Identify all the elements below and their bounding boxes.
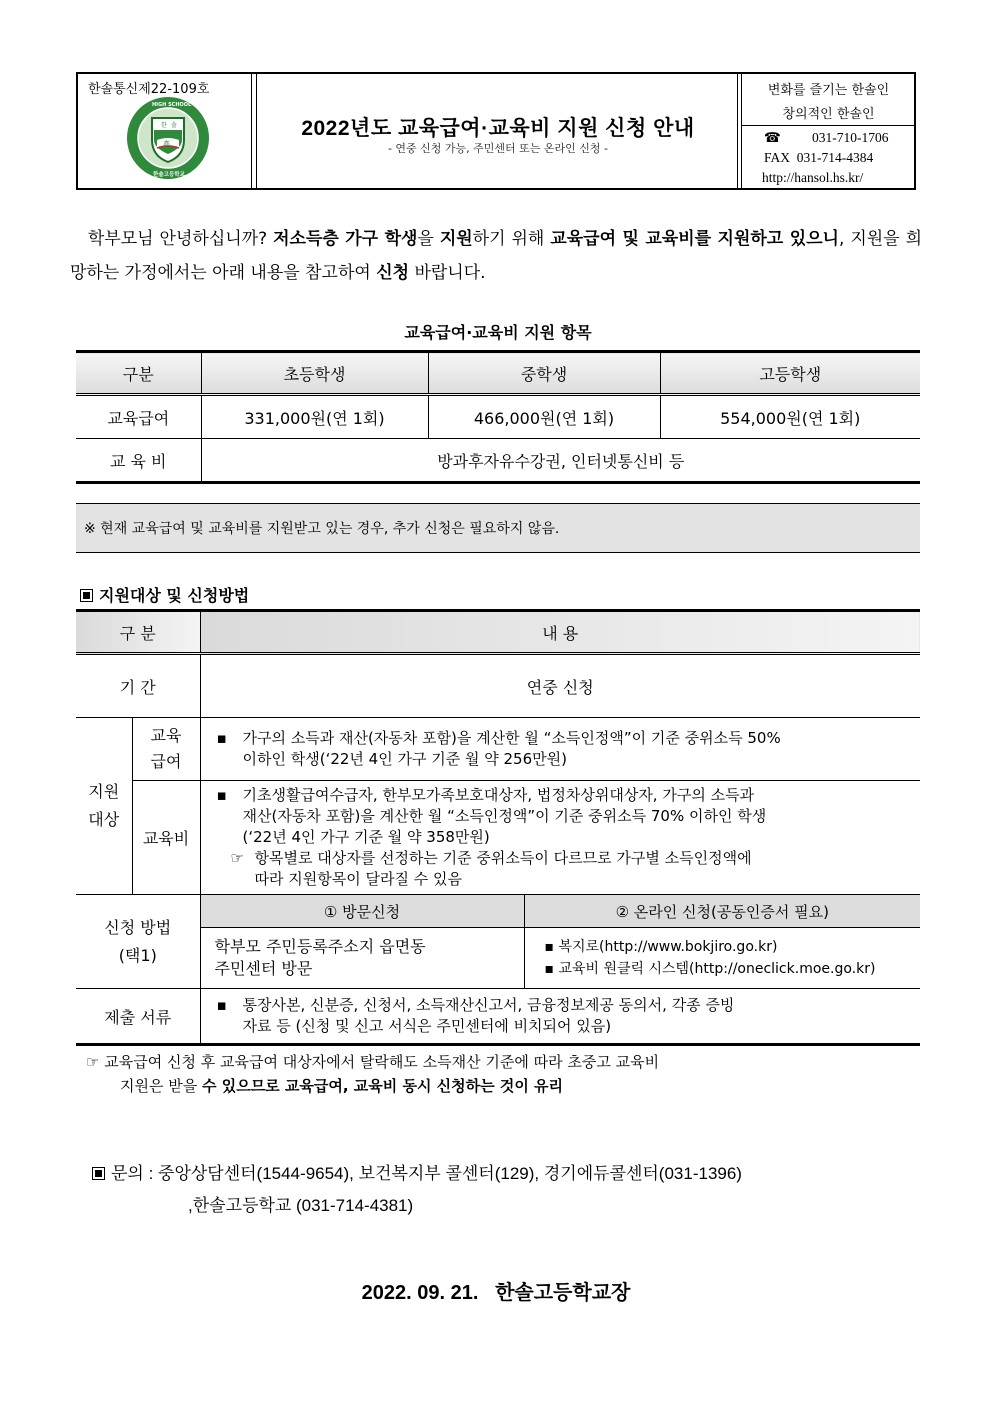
period-value: 연중 신청 [200,654,920,718]
eligibility-table [76,609,920,1046]
criteria-text: 기초생활급여수급자, 한부모가족보호대상자, 법정차상위대상자, 가구의 소득과 [242,786,755,804]
school-emblem-logo [126,96,210,180]
bokjiro-link[interactable]: ▪ 복지로(http://www.bokjiro.go.kr) [544,939,778,955]
criteria-note: 항목별로 대상자를 선정하는 기준 중위소득이 다르므로 가구별 소득인정액에 [254,849,752,867]
bullet-icon: ▪ [216,786,227,804]
section-heading [80,583,249,606]
cost-criteria [200,781,920,895]
benefit-criteria [200,718,920,781]
inquiry-text: 중앙상담센터(1544-9654), 보건복지부 콜센터(129), 경기에듀콜센터(031-1396) [158,1164,742,1183]
table-row [76,439,920,483]
docs-row [76,989,920,1045]
intro-emphasis: 지원 [439,229,473,249]
header-cell: 구 분 [76,611,200,654]
intro-paragraph [70,222,922,290]
divider [742,125,915,126]
method-header-row [76,895,920,928]
visit-method-header: ① 방문신청 [200,895,524,928]
visit-method [200,928,524,989]
cell-middle: 466,000원(연 1회) [428,395,660,439]
emblem-label-2: 솔 [171,122,177,129]
method-label-line2: (택1) [118,945,157,965]
tip-emphasis: 수 있으므로 교육급여, 교육비 동시 신청하는 것이 유리 [202,1077,564,1095]
header-contact-cell [741,74,914,188]
fax-number: 031-714-4384 [796,150,874,165]
fax-label: FAX [764,150,791,165]
criteria-note: 따라 지원항목이 달라질 수 있음 [254,870,462,888]
row-label: 기 간 [76,654,200,718]
intro-emphasis: 저소득층 가구 학생 [273,229,418,249]
pointing-hand-icon: ☞ [86,1053,100,1071]
document-title: 2022년도 교육급여·교육비 지원 신청 안내 [301,117,695,140]
criteria-text: 이하인 학생(‘22년 4인 가구 기준 월 약 256만원) [242,750,567,768]
motto-line-1: 변화를 즐기는 한솔인 [767,83,890,98]
application-tip [86,1050,920,1098]
period-row [76,654,920,718]
sub-label [132,718,200,781]
row-label: 교 육 비 [76,439,201,483]
intro-text: 을 [417,229,440,249]
intro-text: 학부모님 안녕하십니까? [87,229,274,249]
sub-label: 교육비 [132,781,200,895]
inquiry-contacts [92,1158,742,1222]
table-header-row [76,611,920,654]
emblem-center-char: 高 [163,140,170,148]
notice-box: ※ 현재 교육급여 및 교육비를 지원받고 있는 경우, 추가 신청은 필요하지 않음. [76,503,920,553]
cell-high: 554,000원(연 1회) [660,395,920,439]
intro-text: , 지원을 희망하는 가정에서는 아래 내용을 참고하여 [70,229,922,283]
header-cell: 초등학생 [201,352,428,395]
header-left-cell [78,74,252,188]
fax-line [764,150,873,166]
support-table-title: 교육급여·교육비 지원 항목 [404,323,592,342]
cell-elementary: 331,000원(연 1회) [201,395,428,439]
visit-text: 주민센터 방문 [214,959,313,978]
emblem-label-1: 한 [161,122,167,129]
emblem-top-text: HIGH SCHOOL [152,102,192,108]
issue-number: 한솔통신제22-109호 [88,82,210,97]
row-label: 교육급여 [76,395,201,439]
method-label-line1: 신청 방법 [104,917,172,937]
bullet-icon: ▪ [216,996,227,1014]
cell-edu-cost: 방과후자유수강권, 인터넷통신비 등 [201,439,920,483]
pointing-hand-icon: ☞ [230,849,244,867]
inquiry-text: ,한솔고등학교 (031-714-4381) [188,1196,414,1215]
phone-icon: ☎ [764,130,781,145]
date-and-signature: 2022. 09. 21. 한솔고등학교장 [361,1282,631,1304]
header-cell: 중학생 [428,352,660,395]
target-label-line2: 대상 [88,810,120,829]
phone-line [764,130,889,146]
table-header-row [76,352,920,395]
target-row-benefit [76,718,920,781]
sub-label-line1: 교육 [150,726,182,745]
motto-line-2: 창의적인 한솔인 [782,107,875,122]
filled-square-icon [80,589,93,602]
phone-number: 031-710-1706 [812,130,889,145]
docs-text: 통장사본, 신분증, 신청서, 소득재산신고서, 금융정보제공 동의서, 각종 증빙 [242,996,735,1014]
header-title-cell [256,74,738,188]
header-cell: 구분 [76,352,201,395]
online-method-header: ② 온라인 신청(공동인증서 필요) [524,895,920,928]
criteria-text: 가구의 소득과 재산(자동차 포함)을 계산한 월 “소득인정액”이 기준 중위소득 50% [242,729,781,747]
row-label: 제출 서류 [76,989,200,1045]
visit-text: 학부모 주민등록주소지 읍면동 [214,937,426,956]
bullet-icon: ▪ [216,729,227,747]
criteria-text: (‘22년 4인 가구 기준 월 약 358만원) [242,828,490,846]
intro-text: 하기 위해 [472,229,551,249]
tip-text: 지원은 받을 [120,1077,202,1095]
header-cell: 고등학생 [660,352,920,395]
sub-label-line2: 급여 [150,752,182,771]
emblem-bottom-text: 한솔고등학교 [153,172,185,178]
header-cell: 내 용 [200,611,920,654]
row-label [76,718,132,895]
oneclick-link[interactable]: ▪ 교육비 원클릭 시스템(http://oneclick.moe.go.kr) [544,961,876,977]
criteria-text: 재산(자동차 포함)을 계산한 월 “소득인정액”이 기준 중위소득 70% 이하인 학생 [242,807,767,825]
document-header [76,72,916,190]
intro-emphasis: 신청 [376,263,410,283]
document-subtitle: - 연중 신청 가능, 주민센터 또는 온라인 신청 - [387,142,609,155]
docs-list [200,989,920,1045]
docs-text: 자료 등 (신청 및 신고 서식은 주민센터에 비치되어 있음) [242,1017,612,1035]
intro-emphasis: 교육급여 및 교육비를 지원하고 있으니 [550,229,839,249]
tip-text: 교육급여 신청 후 교육급여 대상자에서 탈락해도 소득재산 기준에 따라 초중고 교육비 [104,1053,660,1071]
section-title: 지원대상 및 신청방법 [99,586,250,605]
support-items-table [76,350,920,484]
method-row [76,928,920,989]
filled-square-icon [92,1167,105,1180]
online-method [524,928,920,989]
school-url-link[interactable]: http://hansol.hs.kr/ [762,170,864,185]
intro-text: 바랍니다. [409,263,486,283]
target-label-line1: 지원 [88,782,120,801]
target-row-cost [76,781,920,895]
row-label [76,895,200,989]
table-row [76,395,920,439]
inquiry-label: 문의 : [111,1164,159,1183]
